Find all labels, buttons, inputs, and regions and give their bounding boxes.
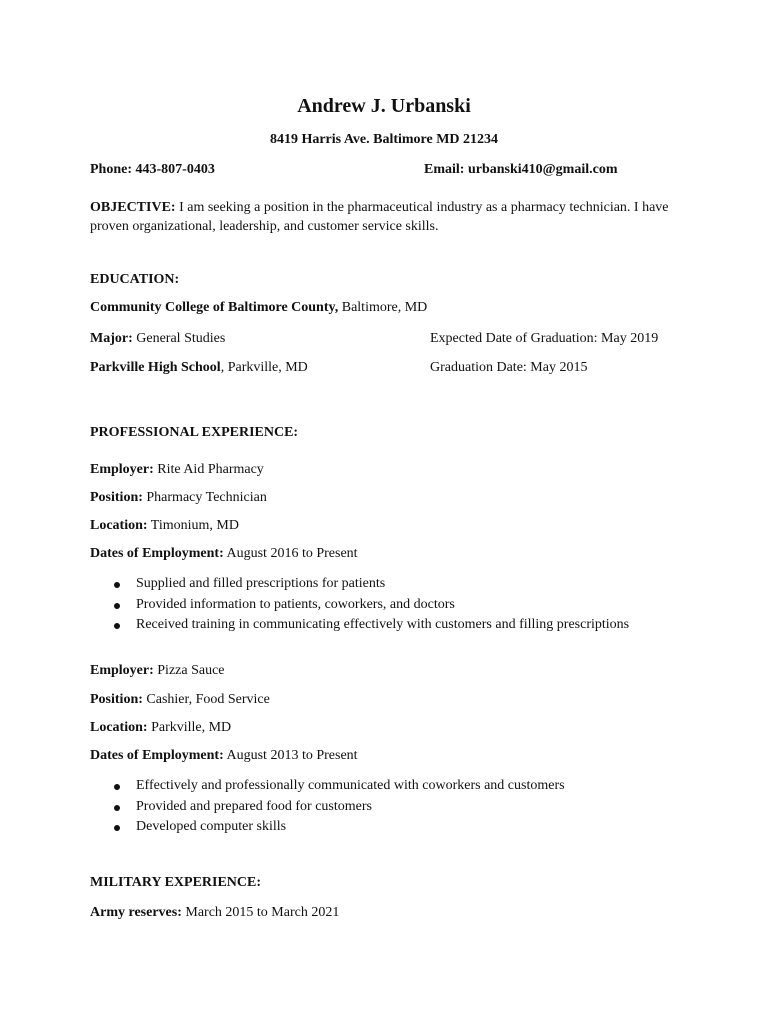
duty-text: Received training in communicating effectively with customers and filling prescriptions bbox=[136, 617, 630, 632]
bullet-icon bbox=[114, 784, 120, 790]
position-label: Position: bbox=[90, 490, 143, 505]
high-school-line bbox=[90, 361, 308, 375]
job-duties-list bbox=[90, 776, 565, 838]
major-label: Major: bbox=[90, 331, 133, 346]
job-dates-line bbox=[90, 749, 358, 763]
dates-value: August 2013 to Present bbox=[223, 748, 358, 763]
job-location-line bbox=[90, 519, 239, 533]
location-value: Timonium, MD bbox=[147, 518, 239, 533]
list-item bbox=[90, 817, 565, 838]
bullet-icon bbox=[114, 603, 120, 609]
employer-value: Rite Aid Pharmacy bbox=[153, 462, 264, 477]
bullet-icon bbox=[114, 825, 120, 831]
military-line bbox=[90, 906, 339, 920]
high-school-location: , Parkville, MD bbox=[220, 360, 308, 375]
employer-label: Employer: bbox=[90, 462, 154, 477]
resume-address: 8419 Harris Ave. Baltimore MD 21234 bbox=[269, 132, 499, 147]
duty-text: Effectively and professionally communicated with coworkers and customers bbox=[136, 778, 565, 793]
education-heading: EDUCATION: bbox=[90, 272, 180, 287]
duty-text: Developed computer skills bbox=[136, 819, 287, 834]
high-school-name: Parkville High School bbox=[90, 360, 221, 375]
college-location: Baltimore, MD bbox=[338, 300, 428, 315]
objective-label: OBJECTIVE: bbox=[90, 200, 176, 215]
job-position-line bbox=[90, 693, 270, 707]
location-label: Location: bbox=[90, 518, 148, 533]
bullet-icon bbox=[114, 805, 120, 811]
position-label: Position: bbox=[90, 692, 143, 707]
college-line bbox=[90, 301, 427, 315]
resume-name: Andrew J. Urbanski bbox=[297, 95, 471, 117]
list-item bbox=[90, 615, 629, 636]
major-value: General Studies bbox=[132, 331, 226, 346]
bullet-icon bbox=[114, 582, 120, 588]
major-line bbox=[90, 332, 225, 346]
duty-text: Provided and prepared food for customers bbox=[136, 798, 372, 814]
list-item bbox=[90, 574, 629, 595]
military-heading: MILITARY EXPERIENCE: bbox=[90, 875, 262, 890]
bullet-icon bbox=[114, 623, 120, 629]
location-label: Location: bbox=[90, 720, 148, 735]
dates-label: Dates of Employment: bbox=[90, 748, 224, 763]
objective-section bbox=[90, 198, 690, 236]
position-value: Pharmacy Technician bbox=[142, 490, 267, 505]
resume-email: Email: urbanski410@gmail.com bbox=[424, 162, 618, 177]
position-value: Cashier, Food Service bbox=[142, 692, 270, 707]
location-value: Parkville, MD bbox=[147, 720, 232, 735]
job-duties-list bbox=[90, 574, 629, 636]
resume-phone: Phone: 443-807-0403 bbox=[90, 162, 215, 177]
list-item bbox=[90, 595, 629, 616]
list-item bbox=[90, 797, 565, 818]
job-position-line bbox=[90, 491, 267, 505]
employer-value: Pizza Sauce bbox=[153, 663, 225, 678]
job-employer-line bbox=[90, 463, 264, 477]
professional-heading: PROFESSIONAL EXPERIENCE: bbox=[90, 425, 299, 440]
duty-text: Provided information to patients, coworkers, and doctors bbox=[136, 596, 455, 612]
military-label: Army reserves: bbox=[90, 905, 182, 920]
expected-graduation: Expected Date of Graduation: May 2019 bbox=[430, 331, 659, 346]
dates-value: August 2016 to Present bbox=[223, 546, 358, 561]
list-item bbox=[90, 776, 565, 797]
job-location-line bbox=[90, 721, 231, 735]
objective-text: I am seeking a position in the pharmaceutical industry as a pharmacy technician. I have proven organizational, leadership, and customer service skills. bbox=[90, 200, 669, 234]
college-name: Community College of Baltimore County, bbox=[90, 300, 339, 315]
job-dates-line bbox=[90, 547, 358, 561]
job-employer-line bbox=[90, 664, 225, 678]
duty-text: Supplied and filled prescriptions for patients bbox=[136, 576, 386, 591]
military-value: March 2015 to March 2021 bbox=[181, 905, 340, 920]
high-school-graduation: Graduation Date: May 2015 bbox=[430, 360, 588, 375]
dates-label: Dates of Employment: bbox=[90, 546, 224, 561]
employer-label: Employer: bbox=[90, 663, 154, 678]
